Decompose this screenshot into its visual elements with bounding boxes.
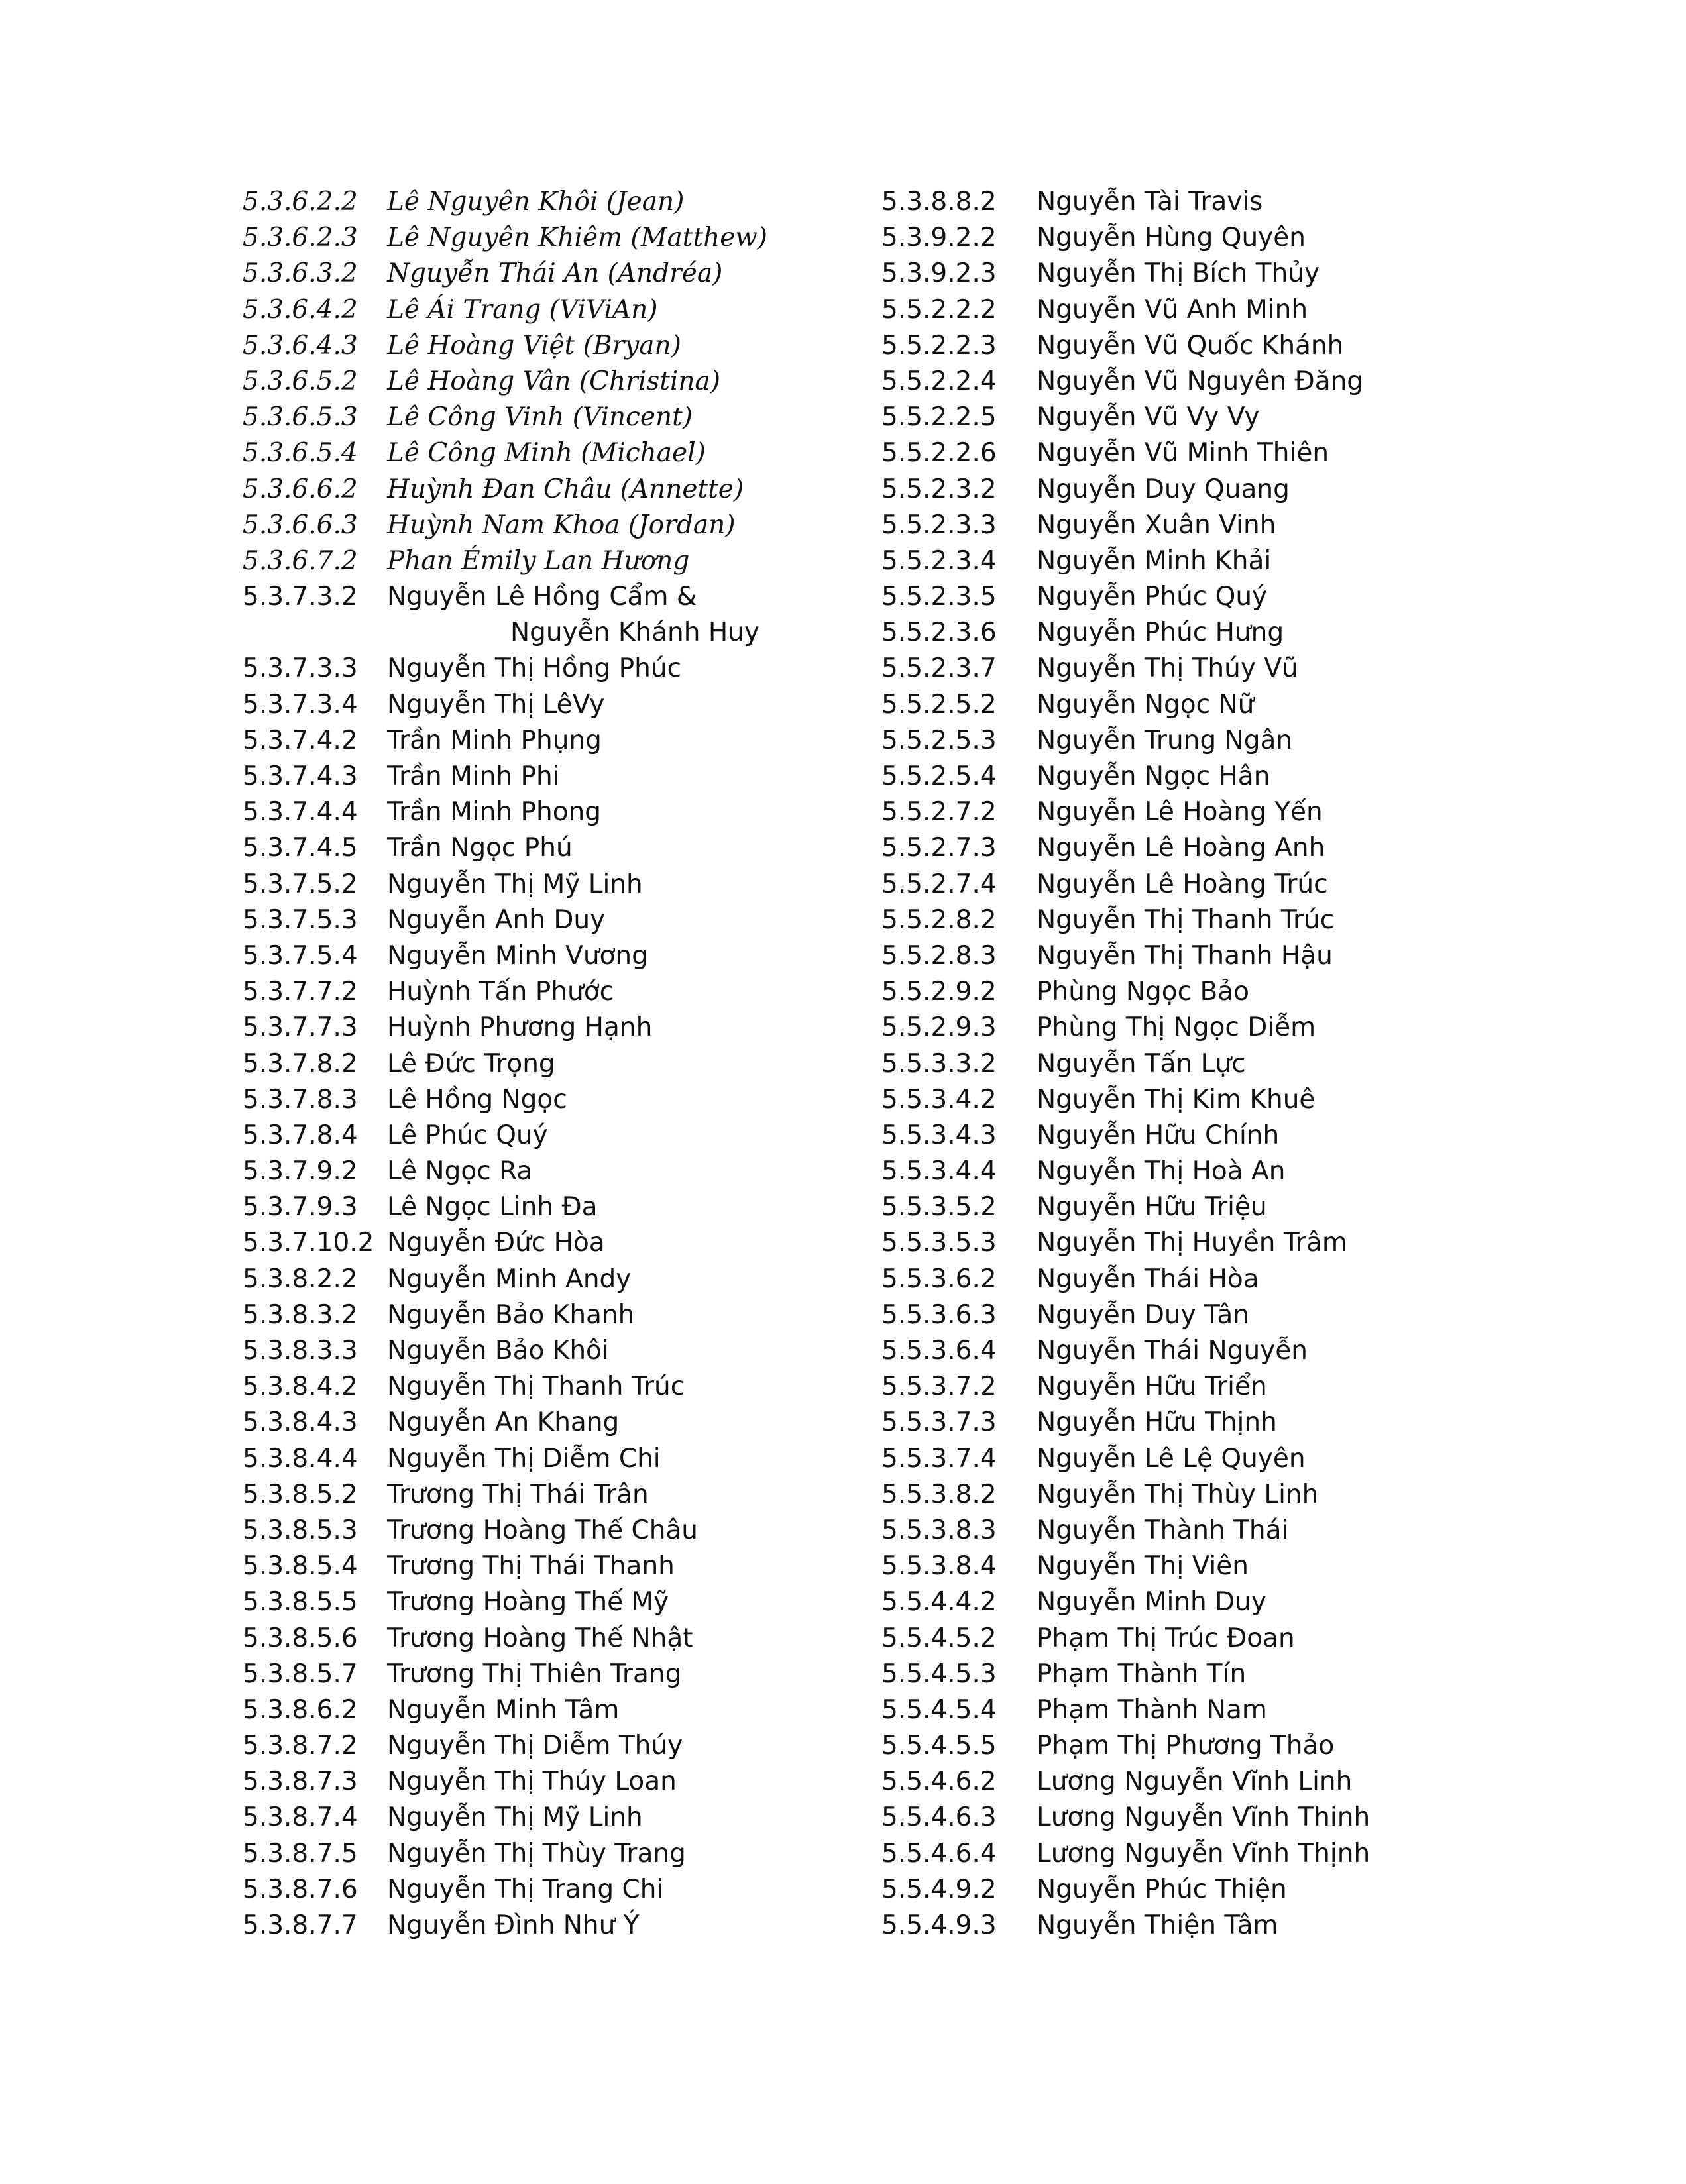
entry-name: Nguyễn Thị Hoà An	[1037, 1156, 1286, 1187]
entry-code: 5.5.3.5.2	[881, 1192, 997, 1223]
entry-name: Nguyễn Thị Thanh Trúc	[1037, 904, 1335, 935]
entry-code: 5.3.7.7.2	[243, 977, 358, 1007]
entry-name: Nguyễn Tấn Lực	[1037, 1048, 1246, 1079]
entry-code: 5.3.7.8.4	[243, 1120, 358, 1150]
entry-name: Trương Thị Thái Trân	[387, 1479, 649, 1509]
entry-name: Nguyễn Lê Lệ Quyên	[1037, 1443, 1306, 1474]
entry-name: Lê Hoàng Vân (Christina)	[387, 366, 720, 396]
entry-name: Lê Công Vinh (Vincent)	[387, 402, 693, 433]
entry-name: Nguyễn Thành Thái	[1037, 1515, 1289, 1545]
entry-code: 5.3.6.3.2	[243, 258, 358, 289]
entry-code: 5.5.2.5.4	[881, 761, 997, 791]
entry-code: 5.5.4.6.4	[881, 1838, 997, 1869]
entry-name: Nguyễn Phúc Quý	[1037, 582, 1268, 612]
entry-name: Trần Minh Phi	[387, 761, 560, 791]
entry-code: 5.3.7.4.4	[243, 797, 358, 828]
entry-name: Nguyễn Phúc Hưng	[1037, 618, 1284, 648]
entry-name: Nguyễn Ngọc Hân	[1037, 761, 1270, 791]
entry-code: 5.5.2.8.2	[881, 904, 997, 935]
entry-name: Lương Nguyễn Vĩnh Linh	[1037, 1767, 1353, 1797]
entry-code: 5.5.2.2.3	[881, 330, 997, 360]
entry-name: Lê Công Minh (Michael)	[387, 438, 706, 468]
entry-name: Trần Minh Phụng	[387, 725, 602, 755]
entry-name: Trương Hoàng Thế Nhật	[387, 1623, 693, 1653]
entry-name: Lê Đức Trọng	[387, 1048, 555, 1079]
entry-name: Nguyễn Vũ Anh Minh	[1037, 294, 1308, 325]
entry-code: 5.5.3.7.3	[881, 1407, 997, 1438]
entry-code: 5.3.8.5.2	[243, 1479, 358, 1509]
entry-code: 5.5.4.9.2	[881, 1874, 997, 1904]
entry-name: Lê Ái Trang (ViViAn)	[387, 294, 658, 325]
entry-code: 5.5.4.5.2	[881, 1623, 997, 1653]
entry-name: Nguyễn Lê Hồng Cẩm &	[387, 582, 697, 612]
entry-name: Nguyễn Duy Quang	[1037, 474, 1290, 504]
entry-code: 5.3.7.9.2	[243, 1156, 358, 1187]
entry-code: 5.5.2.2.6	[881, 438, 997, 468]
entry-code: 5.3.6.7.2	[243, 545, 358, 576]
entry-name: Trần Minh Phong	[387, 797, 602, 828]
entry-name: Lê Ngọc Linh Đa	[387, 1192, 598, 1223]
entry-code: 5.5.3.8.2	[881, 1479, 997, 1509]
entry-code: 5.5.2.2.2	[881, 294, 997, 325]
entry-code: 5.5.2.3.4	[881, 545, 997, 576]
entry-name: Phạm Thị Trúc Đoan	[1037, 1623, 1295, 1653]
entry-code: 5.3.8.6.2	[243, 1694, 358, 1725]
entry-code: 5.3.6.6.2	[243, 474, 358, 504]
entry-name: Nguyễn Xuân Vinh	[1037, 510, 1276, 540]
entry-name: Nguyễn Thị LêVy	[387, 689, 605, 720]
entry-name: Nguyễn Trung Ngân	[1037, 725, 1293, 755]
entry-name: Nguyễn Hữu Triển	[1037, 1372, 1267, 1402]
entry-code: 5.5.3.5.3	[881, 1228, 997, 1258]
entry-code: 5.3.8.7.3	[243, 1767, 358, 1797]
entry-code: 5.5.3.8.4	[881, 1551, 997, 1582]
entry-code: 5.5.2.7.2	[881, 797, 997, 828]
entry-name: Nguyễn Hữu Thịnh	[1037, 1407, 1277, 1438]
entry-code: 5.3.6.5.4	[243, 438, 358, 468]
entry-name: Nguyễn Hữu Chính	[1037, 1120, 1280, 1150]
entry-name: Nguyễn Vũ Minh Thiên	[1037, 438, 1329, 468]
entry-code: 5.5.2.3.6	[881, 618, 997, 648]
entry-name: Nguyễn Thái Hòa	[1037, 1264, 1259, 1294]
entry-name: Huỳnh Phương Hạnh	[387, 1012, 653, 1043]
entry-code: 5.5.4.9.3	[881, 1910, 997, 1940]
entry-code: 5.5.4.5.5	[881, 1731, 997, 1761]
entry-name: Lê Hồng Ngọc	[387, 1084, 567, 1115]
entry-code: 5.5.2.9.2	[881, 977, 997, 1007]
entry-code: 5.3.8.5.4	[243, 1551, 358, 1582]
entry-name: Nguyễn Bảo Khanh	[387, 1299, 635, 1330]
entry-code: 5.3.8.5.3	[243, 1515, 358, 1545]
entry-name: Nguyễn Thị Bích Thủy	[1037, 258, 1320, 289]
entry-code: 5.5.4.4.2	[881, 1587, 997, 1617]
entry-code: 5.5.3.7.4	[881, 1443, 997, 1474]
entry-name: Nguyễn Thiện Tâm	[1037, 1910, 1278, 1940]
entry-name: Nguyễn Thị Thanh Hậu	[1037, 940, 1333, 971]
entry-code: 5.5.2.5.2	[881, 689, 997, 720]
entry-code: 5.3.6.5.3	[243, 402, 358, 433]
entry-name: Nguyễn Minh Duy	[1037, 1587, 1266, 1617]
entry-code: 5.3.7.5.2	[243, 869, 358, 899]
entry-code: 5.5.2.7.4	[881, 869, 997, 899]
entry-code: 5.3.8.3.3	[243, 1336, 358, 1366]
entry-code: 5.5.4.5.4	[881, 1694, 997, 1725]
entry-code: 5.5.2.3.3	[881, 510, 997, 540]
entry-name: Nguyễn Thị Thanh Trúc	[387, 1372, 685, 1402]
entry-code: 5.3.7.3.3	[243, 653, 358, 684]
entry-name: Nguyễn Thị Diễm Chi	[387, 1443, 661, 1474]
entry-name: Nguyễn Minh Vương	[387, 940, 648, 971]
entry-code: 5.5.4.6.2	[881, 1767, 997, 1797]
entry-name: Nguyễn Thị Trang Chi	[387, 1874, 664, 1904]
entry-name: Nguyễn Thị Thùy Linh	[1037, 1479, 1319, 1509]
entry-name: Nguyễn Thị Kim Khuê	[1037, 1084, 1316, 1115]
entry-name: Nguyễn Thị Thúy Vũ	[1037, 653, 1298, 684]
entry-code: 5.3.8.7.2	[243, 1731, 358, 1761]
entry-name: Nguyễn Lê Hoàng Yến	[1037, 797, 1323, 828]
entry-name: Nguyễn Minh Andy	[387, 1264, 632, 1294]
entry-name: Nguyễn Hùng Quyên	[1037, 223, 1306, 253]
entry-code: 5.5.2.5.3	[881, 725, 997, 755]
entry-name: Nguyễn Thị Diễm Thúy	[387, 1731, 683, 1761]
entry-code: 5.5.3.6.3	[881, 1299, 997, 1330]
entry-name: Lê Ngọc Ra	[387, 1156, 533, 1187]
entry-name: Nguyễn Thái An (Andréa)	[387, 258, 723, 289]
entry-name: Lương Nguyễn Vĩnh Thinh	[1037, 1802, 1371, 1833]
entry-code: 5.5.2.2.4	[881, 366, 997, 396]
entry-name: Phan Émily Lan Hương	[387, 545, 690, 576]
entry-code: 5.5.4.6.3	[881, 1802, 997, 1833]
entry-code: 5.3.9.2.2	[881, 223, 997, 253]
entry-name: Nguyễn Minh Tâm	[387, 1694, 620, 1725]
entry-code: 5.3.8.7.4	[243, 1802, 358, 1833]
entry-code: 5.5.3.8.3	[881, 1515, 997, 1545]
entry-code: 5.3.6.2.3	[243, 223, 358, 253]
entry-name: Trương Thị Thái Thanh	[387, 1551, 675, 1582]
entry-code: 5.5.2.7.3	[881, 833, 997, 863]
entry-code: 5.3.8.4.3	[243, 1407, 358, 1438]
entry-code: 5.5.3.6.2	[881, 1264, 997, 1294]
entry-name: Nguyễn Thị Huyền Trâm	[1037, 1228, 1347, 1258]
entry-code: 5.5.2.3.7	[881, 653, 997, 684]
entry-code: 5.3.7.3.2	[243, 582, 358, 612]
entry-name: Phùng Thị Ngọc Diễm	[1037, 1012, 1316, 1043]
entry-name: Trần Ngọc Phú	[387, 833, 573, 863]
entry-name: Nguyễn Bảo Khôi	[387, 1336, 609, 1366]
entry-code: 5.3.9.2.3	[881, 258, 997, 289]
entry-name: Nguyễn An Khang	[387, 1407, 620, 1438]
entry-code: 5.3.6.6.3	[243, 510, 358, 540]
entry-name: Nguyễn Duy Tân	[1037, 1299, 1249, 1330]
entry-code: 5.3.7.7.3	[243, 1012, 358, 1043]
entry-name: Nguyễn Vũ Quốc Khánh	[1037, 330, 1344, 360]
entry-name: Huỳnh Nam Khoa (Jordan)	[387, 510, 736, 540]
entry-name: Nguyễn Vũ Vy Vy	[1037, 402, 1260, 433]
entry-code: 5.5.2.3.2	[881, 474, 997, 504]
entry-name: Trương Hoàng Thế Mỹ	[387, 1587, 669, 1617]
entry-code: 5.5.3.4.3	[881, 1120, 997, 1150]
entry-code: 5.5.3.7.2	[881, 1372, 997, 1402]
entry-name: Nguyễn Tài Travis	[1037, 187, 1263, 217]
entry-code: 5.3.8.2.2	[243, 1264, 358, 1294]
entry-name: Nguyễn Lê Hoàng Anh	[1037, 833, 1325, 863]
entry-code: 5.3.8.5.6	[243, 1623, 358, 1653]
entry-code: 5.5.2.2.5	[881, 402, 997, 433]
entry-code: 5.5.2.3.5	[881, 582, 997, 612]
entry-code: 5.5.3.4.4	[881, 1156, 997, 1187]
entry-name: Huỳnh Đan Châu (Annette)	[387, 474, 744, 504]
entry-name: Nguyễn Đức Hòa	[387, 1228, 605, 1258]
entry-name: Lương Nguyễn Vĩnh Thịnh	[1037, 1838, 1371, 1869]
entry-code: 5.3.7.4.5	[243, 833, 358, 863]
entry-name: Lê Phúc Quý	[387, 1120, 548, 1150]
entry-code: 5.5.2.9.3	[881, 1012, 997, 1043]
entry-name: Phùng Ngọc Bảo	[1037, 977, 1249, 1007]
entry-code: 5.3.8.7.5	[243, 1838, 358, 1869]
entry-name: Nguyễn Phúc Thiện	[1037, 1874, 1287, 1904]
entry-name: Nguyễn Anh Duy	[387, 904, 606, 935]
entry-name: Nguyễn Thị Hồng Phúc	[387, 653, 682, 684]
entry-name: Nguyễn Thị Mỹ Linh	[387, 1802, 643, 1833]
entry-name: Lê Nguyên Khôi (Jean)	[387, 187, 685, 217]
entry-code: 5.3.8.4.2	[243, 1372, 358, 1402]
entry-name: Lê Nguyên Khiêm (Matthew)	[387, 223, 767, 253]
entry-name: Trương Thị Thiên Trang	[387, 1659, 682, 1689]
entry-code: 5.3.7.10.2	[243, 1228, 374, 1258]
entry-name: Nguyễn Ngọc Nữ	[1037, 689, 1255, 720]
entry-code: 5.5.3.4.2	[881, 1084, 997, 1115]
entry-code: 5.3.8.7.6	[243, 1874, 358, 1904]
entry-name: Nguyễn Thị Thùy Trang	[387, 1838, 686, 1869]
entry-code: 5.3.8.3.2	[243, 1299, 358, 1330]
entry-code: 5.5.4.5.3	[881, 1659, 997, 1689]
entry-code: 5.3.6.2.2	[243, 187, 358, 217]
entry-name: Nguyễn Hữu Triệu	[1037, 1192, 1267, 1223]
entry-name: Phạm Thành Tín	[1037, 1659, 1247, 1689]
entry-code: 5.3.8.5.5	[243, 1587, 358, 1617]
entry-code: 5.3.8.4.4	[243, 1443, 358, 1474]
entry-code: 5.3.7.8.3	[243, 1084, 358, 1115]
entry-name: Nguyễn Đình Như Ý	[387, 1910, 640, 1940]
entry-code: 5.3.6.4.3	[243, 330, 358, 360]
entry-name: Nguyễn Thị Viên	[1037, 1551, 1249, 1582]
entry-code: 5.3.7.8.2	[243, 1048, 358, 1079]
entry-name: Phạm Thành Nam	[1037, 1694, 1267, 1725]
entry-code: 5.3.8.8.2	[881, 187, 997, 217]
entry-name: Nguyễn Vũ Nguyên Đăng	[1037, 366, 1364, 396]
entry-code: 5.5.2.8.3	[881, 940, 997, 971]
entry-code: 5.3.8.7.7	[243, 1910, 358, 1940]
entry-code: 5.3.7.4.3	[243, 761, 358, 791]
entry-name: Trương Hoàng Thế Châu	[387, 1515, 699, 1545]
entry-code: 5.3.7.5.4	[243, 940, 358, 971]
entry-code: 5.5.3.6.4	[881, 1336, 997, 1366]
entry-name: Phạm Thị Phương Thảo	[1037, 1731, 1335, 1761]
entry-code: 5.3.7.5.3	[243, 904, 358, 935]
entry-name: Nguyễn Khánh Huy	[510, 618, 759, 648]
entry-name: Nguyễn Lê Hoàng Trúc	[1037, 869, 1328, 899]
entry-code: 5.3.8.5.7	[243, 1659, 358, 1689]
entry-code: 5.3.7.4.2	[243, 725, 358, 755]
entry-code: 5.5.3.3.2	[881, 1048, 997, 1079]
entry-name: Nguyễn Minh Khải	[1037, 545, 1272, 576]
entry-code: 5.3.6.4.2	[243, 294, 358, 325]
entry-code: 5.3.7.3.4	[243, 689, 358, 720]
entry-code: 5.3.7.9.3	[243, 1192, 358, 1223]
entry-name: Nguyễn Thị Mỹ Linh	[387, 869, 643, 899]
entry-name: Lê Hoàng Việt (Bryan)	[387, 330, 681, 360]
entry-name: Huỳnh Tấn Phước	[387, 977, 614, 1007]
entry-code: 5.3.6.5.2	[243, 366, 358, 396]
entry-name: Nguyễn Thái Nguyễn	[1037, 1336, 1308, 1366]
entry-name: Nguyễn Thị Thúy Loan	[387, 1767, 677, 1797]
